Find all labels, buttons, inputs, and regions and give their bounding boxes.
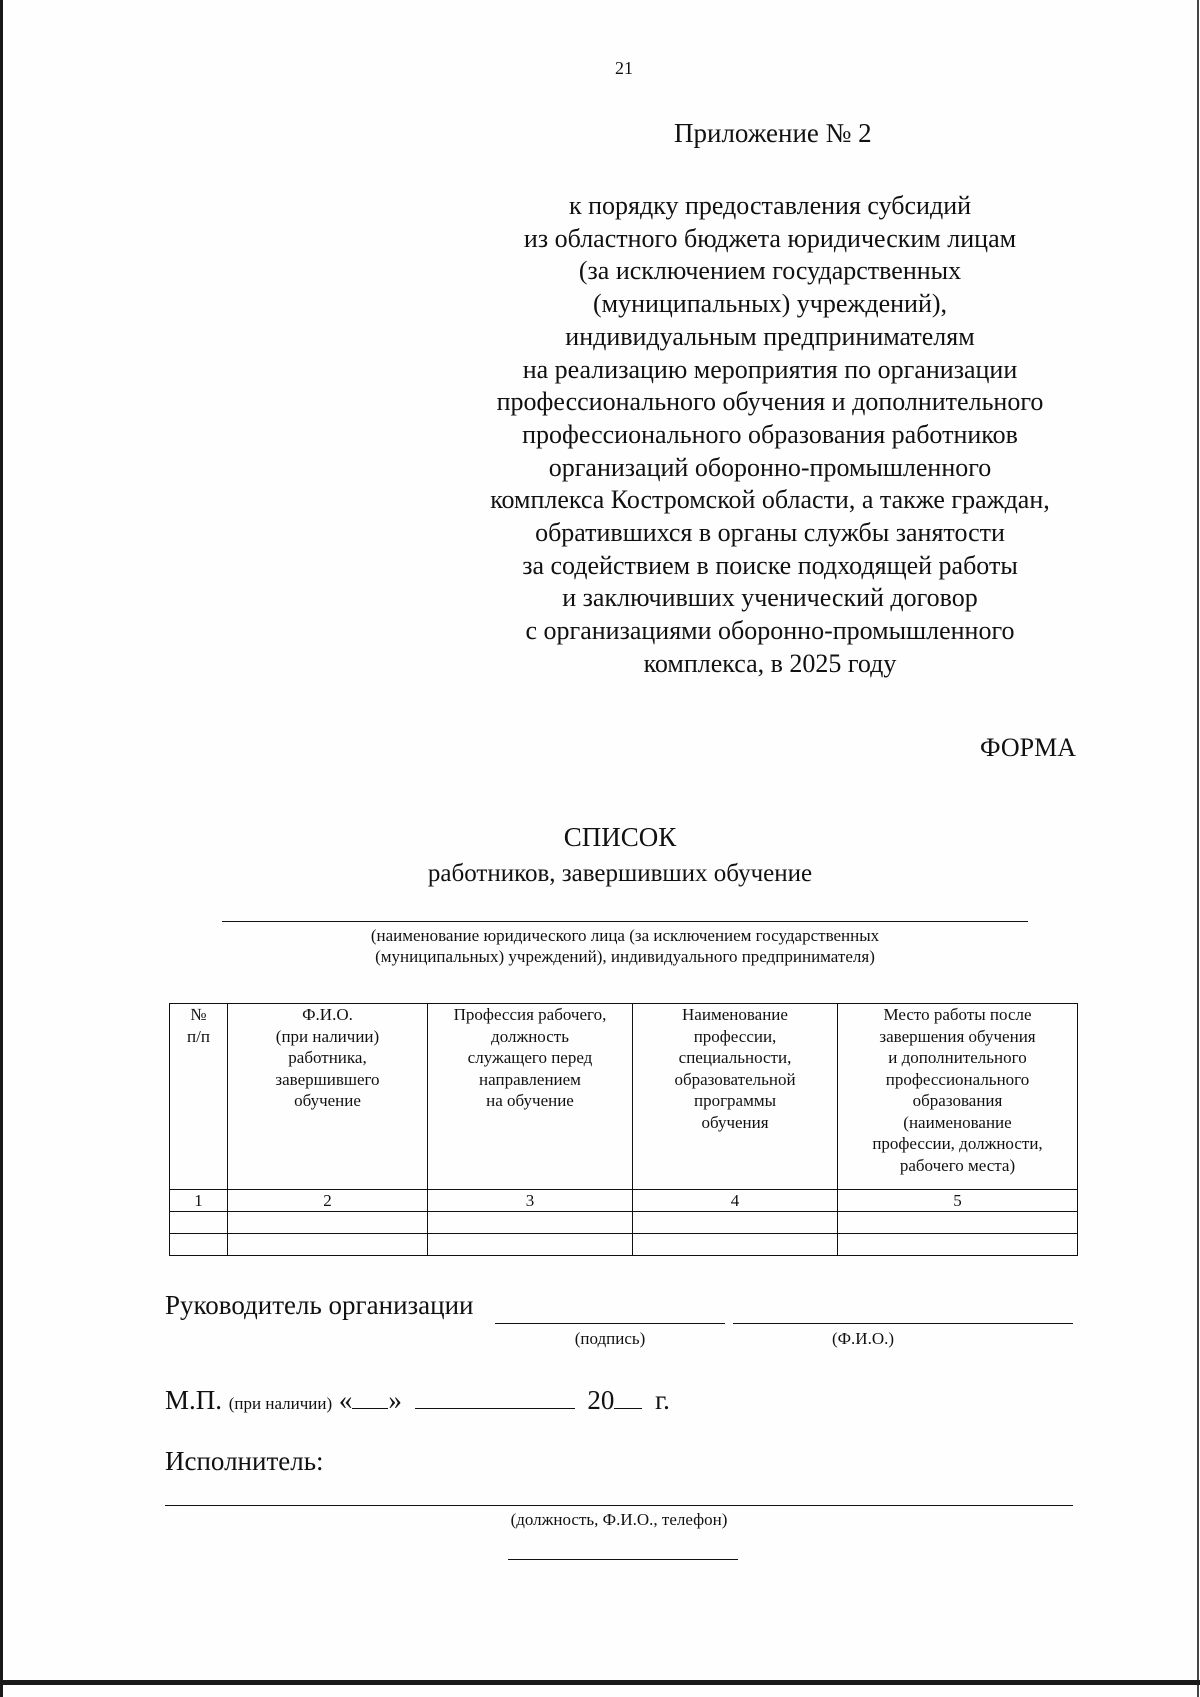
appendix-line: с организациями оборонно-промышленного <box>525 616 1015 646</box>
page-bottom-edge <box>0 1680 1200 1685</box>
close-quote: » <box>388 1385 402 1415</box>
table-cell[interactable] <box>838 1234 1078 1256</box>
year-suffix: г. <box>655 1385 670 1415</box>
page-number: 21 <box>615 58 633 78</box>
form-label: ФОРМА <box>980 733 1076 762</box>
table-header-row <box>170 1004 1078 1190</box>
column-number: 3 <box>428 1190 633 1212</box>
seal-note: (при наличии) <box>228 1394 333 1413</box>
workers-table <box>169 1003 1078 1256</box>
appendix-line: обратившихся в органы службы занятости <box>535 518 1005 548</box>
head-of-organization-label: Руководитель организации <box>165 1290 474 1320</box>
year-field[interactable] <box>614 1384 642 1409</box>
month-field[interactable] <box>415 1384 575 1409</box>
executor-line[interactable] <box>165 1505 1073 1506</box>
table-cell[interactable] <box>633 1234 838 1256</box>
appendix-line: на реализацию мероприятия по организации <box>522 354 1018 384</box>
head-name-line[interactable] <box>733 1323 1073 1324</box>
table-cell[interactable] <box>228 1212 428 1234</box>
header-full-name-text: Ф.И.О. (при наличии) работника, завершившего обучение <box>275 1005 380 1110</box>
appendix-body <box>440 190 1100 681</box>
organization-caption-line: (наименование юридического лица (за исключением государственных <box>370 926 880 945</box>
header-full-name <box>228 1004 428 1190</box>
document-title: СПИСОК <box>563 822 677 852</box>
table-cell[interactable] <box>228 1234 428 1256</box>
appendix-line: (за исключением государственных <box>578 256 962 286</box>
appendix-line: комплекса Костромской области, а также граждан, <box>490 485 1050 515</box>
column-number: 4 <box>633 1190 838 1212</box>
appendix-line: к порядку предоставления субсидий <box>568 191 972 220</box>
appendix-line: (муниципальных) учреждений), <box>592 289 948 319</box>
header-prior-profession <box>428 1004 633 1190</box>
appendix-title: Приложение № 2 <box>674 118 872 148</box>
table-cell[interactable] <box>428 1212 633 1234</box>
appendix-line: за содействием в поиске подходящей работы <box>522 550 1018 580</box>
seal-label: М.П. <box>165 1385 223 1415</box>
appendix-line: комплекса, в 2025 году <box>643 648 897 678</box>
appendix-line: профессионального обучения и дополнительного <box>496 387 1044 417</box>
header-workplace-after <box>838 1004 1078 1190</box>
seal-date-line <box>165 1384 670 1416</box>
signature-line[interactable] <box>495 1323 725 1324</box>
header-training-program <box>633 1004 838 1190</box>
open-quote: « <box>338 1385 353 1415</box>
document-subtitle: работников, завершивших обучение <box>427 860 813 887</box>
organization-name-caption <box>222 925 1028 967</box>
organization-caption-line: (муниципальных) учреждений), индивидуального предпринимателя) <box>375 947 875 966</box>
table-cell[interactable] <box>428 1234 633 1256</box>
organization-name-line[interactable] <box>222 921 1028 922</box>
executor-caption: (должность, Ф.И.О., телефон) <box>510 1510 728 1529</box>
table-row <box>170 1234 1078 1256</box>
appendix-line: из областного бюджета юридическим лицам <box>523 223 1017 253</box>
page-right-edge <box>1197 0 1199 1697</box>
table-cell[interactable] <box>170 1234 228 1256</box>
header-number-text: № п/п <box>187 1005 210 1046</box>
header-training-program-text: Наименование профессии, специальности, образовательной программы обучения <box>674 1005 796 1132</box>
table-cell[interactable] <box>633 1212 838 1234</box>
appendix-line: организаций оборонно-промышленного <box>548 452 992 482</box>
day-field[interactable] <box>352 1384 388 1409</box>
page-left-edge <box>0 0 3 1697</box>
column-number: 5 <box>838 1190 1078 1212</box>
bottom-line <box>508 1559 738 1560</box>
year-prefix: 20 <box>587 1385 615 1415</box>
header-number <box>170 1004 228 1190</box>
table-cell[interactable] <box>838 1212 1078 1234</box>
executor-label: Исполнитель: <box>165 1446 324 1476</box>
signature-caption: (подпись) <box>574 1329 646 1348</box>
header-prior-profession-text: Профессия рабочего, должность служащего перед направлением на обучение <box>453 1005 607 1110</box>
column-number: 1 <box>170 1190 228 1212</box>
table-cell[interactable] <box>170 1212 228 1234</box>
head-name-caption: (Ф.И.О.) <box>831 1329 895 1348</box>
appendix-line: профессионального образования работников <box>522 419 1018 449</box>
appendix-line: и заключивших ученический договор <box>562 583 978 613</box>
table-row <box>170 1212 1078 1234</box>
header-workplace-after-text: Место работы после завершения обучения и дополнительного профессионального образования (наименование профессии, должности, рабочего места) <box>872 1005 1043 1175</box>
appendix-line: индивидуальным предпринимателям <box>565 321 975 351</box>
column-number: 2 <box>228 1190 428 1212</box>
column-number-row <box>170 1190 1078 1212</box>
